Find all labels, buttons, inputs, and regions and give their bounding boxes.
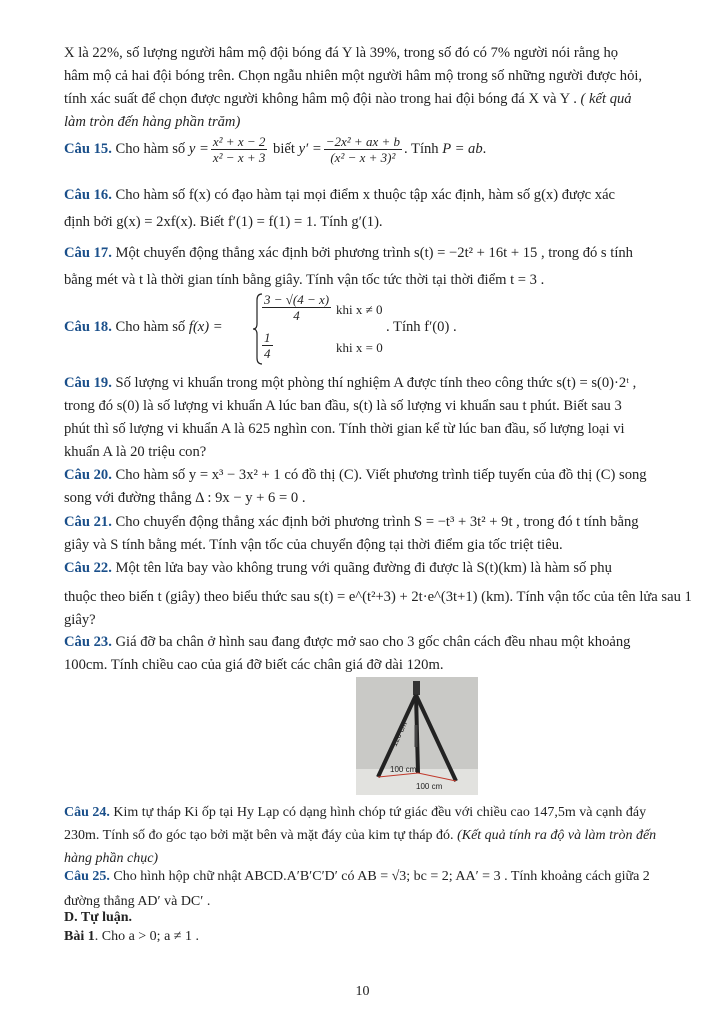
fraction xyxy=(324,134,402,165)
note: hàng phần chục) xyxy=(64,851,159,866)
question-23 xyxy=(64,631,700,677)
denominator: 4 xyxy=(293,308,300,323)
text: Cho chuyển động thẳng xác định bởi phương trình S = −t³ + 3t² + 9t , trong đó t tính bằng xyxy=(115,514,639,530)
text: . Tính f′(0) . xyxy=(386,319,457,335)
condition: khi x = 0 xyxy=(336,340,383,355)
question-16 xyxy=(64,184,700,234)
question-label: Câu 24. xyxy=(64,805,110,820)
numerator: 3 − √(4 − x) xyxy=(264,292,330,307)
text-line: giây? xyxy=(64,612,96,628)
question-label: Câu 15. xyxy=(64,141,112,157)
text-line: song với đường thẳng Δ : 9x − y + 6 = 0 . xyxy=(64,490,306,506)
section-heading: D. Tự luận. xyxy=(64,910,133,925)
text-line: trong đó s(0) là số lượng vi khuẩn A lúc ban đầu, s(t) là số lượng vi khuẩn sau t phút. Biết sau 3 xyxy=(64,398,622,414)
math-expr: P = ab xyxy=(442,141,483,157)
question-24 xyxy=(64,801,700,870)
question-label: Câu 22. xyxy=(64,560,112,576)
base-label: 100 cm xyxy=(390,765,417,774)
text-line xyxy=(64,88,700,111)
text-line: bằng mét và t là thời gian tính bằng giây. Tính vận tốc tức thời tại thời điểm t = 3 . xyxy=(64,272,545,288)
note: ( kết quả xyxy=(580,91,632,107)
note: làm tròn đến hàng phần trăm) xyxy=(64,114,241,130)
question-label: Câu 23. xyxy=(64,634,112,650)
text-line: 100cm. Tính chiều cao của giá đỡ biết các chân giá đỡ dài 120m. xyxy=(64,657,444,673)
text-line: thuộc theo biến t (giây) theo biểu thức sau s(t) = e^(t²+3) + 2t·e^(3t+1) (km). Tính vận tốc của tên lửa sau 1 xyxy=(64,589,692,605)
text: . Tính xyxy=(404,141,439,157)
text: Kim tự tháp Ki ốp tại Hy Lạp có dạng hình chóp tứ giác đều với chiều cao 147,5m và cạnh đáy xyxy=(113,805,647,820)
denominator: 4 xyxy=(264,346,271,361)
piecewise-case-2 xyxy=(260,330,275,361)
numerator: 1 xyxy=(264,330,271,345)
question-label: Câu 19. xyxy=(64,375,112,391)
numerator: x² + x − 2 xyxy=(212,134,266,150)
question-label: Câu 16. xyxy=(64,187,112,203)
question-label: Câu 21. xyxy=(64,514,112,530)
text-line: đường thẳng AD′ và DC′ . xyxy=(64,894,211,909)
question-14-continued xyxy=(64,42,700,134)
text-line-part: tính xác suất để chọn được người không hâm mộ đội nào trong hai đội bóng đá X và Y . xyxy=(64,91,577,107)
denominator: x² − x + 3 xyxy=(212,150,266,166)
question-25 xyxy=(64,865,700,913)
denominator: (x² − x + 3)² xyxy=(330,150,396,166)
essay-section xyxy=(64,909,700,947)
question-20 xyxy=(64,464,700,510)
math-y: y = xyxy=(188,141,209,157)
fraction xyxy=(211,134,267,165)
text: Một tên lửa bay vào không trung với quãng đường đi được là S(t)(km) là hàm số phụ xyxy=(115,560,612,576)
text: . Cho a > 0; a ≠ 1 . xyxy=(94,929,199,944)
text: Cho hàm số xyxy=(115,319,186,335)
fraction xyxy=(262,292,331,323)
text-line: định bởi g(x) = 2xf(x). Biết f′(1) = f(1) = 1. Tính g′(1). xyxy=(64,214,383,230)
text: Cho hàm số f(x) có đạo hàm tại mọi điểm x thuộc tập xác định, hàm số g(x) được xác xyxy=(115,187,616,203)
fraction xyxy=(262,330,273,361)
question-19 xyxy=(64,372,700,464)
question-label: Câu 20. xyxy=(64,467,112,483)
text-line: phút thì số lượng vi khuẩn A là 625 nghìn con. Tính thời gian kể từ lúc ban đầu, số lượng loại vi xyxy=(64,421,625,437)
question-21 xyxy=(64,511,700,557)
note: (Kết quả tính ra độ và làm tròn đến xyxy=(457,828,657,843)
text: Số lượng vi khuẩn trong một phòng thí nghiệm A được tính theo công thức s(t) = s(0)·2ᵗ , xyxy=(115,375,637,391)
page-number: 10 xyxy=(355,984,370,999)
question-15 xyxy=(64,134,700,165)
piecewise-case-1 xyxy=(260,292,333,323)
text: biết xyxy=(273,141,295,157)
text-line: X là 22%, số lượng người hâm mộ đội bóng đá Y là 39%, trong số đó có 7% người nói rằng họ xyxy=(64,45,619,61)
text: . xyxy=(482,141,487,157)
math-yprime: y′ = xyxy=(298,141,322,157)
tripod-head xyxy=(413,681,420,695)
question-22 xyxy=(64,557,700,632)
question-label: Câu 18. xyxy=(64,319,112,335)
base-label: 100 cm xyxy=(416,782,443,791)
question-17 xyxy=(64,242,700,292)
condition: khi x ≠ 0 xyxy=(336,302,383,317)
exercise-label: Bài 1 xyxy=(64,929,95,944)
numerator: −2x² + ax + b xyxy=(325,134,400,150)
text: 230m. Tính số đo góc tạo bởi mặt bên và mặt đáy của kim tự tháp đó. xyxy=(64,828,454,843)
math-fx: f(x) = xyxy=(188,319,223,335)
text: Cho hàm số xyxy=(115,141,186,157)
text: Giá đỡ ba chân ở hình sau đang được mở sao cho 3 gốc chân cách đều nhau một khoảng xyxy=(115,634,631,650)
text: Cho hàm số y = x³ − 3x² + 1 có đồ thị (C). Viết phương trình tiếp tuyến của đồ thị (C) song xyxy=(115,467,647,483)
text-line: hâm mộ cả hai đội bóng trên. Chọn ngẫu nhiên một người hâm mộ trong số những người được hỏi, xyxy=(64,68,643,84)
tripod-figure xyxy=(356,677,478,795)
text: Cho hình hộp chữ nhật ABCD.A′B′C′D′ có AB = √3; bc = 2; AA′ = 3 . Tính khoảng cách giữa 2 xyxy=(113,869,650,884)
text-line: khuẩn A là 20 triệu con? xyxy=(64,444,207,460)
text: Một chuyển động thẳng xác định bởi phương trình s(t) = −2t² + 16t + 15 , trong đó s tính xyxy=(115,245,633,261)
question-label: Câu 25. xyxy=(64,869,110,884)
text-line: giây và S tính bằng mét. Tính vận tốc của chuyển động tại thời điểm gia tốc triệt tiêu. xyxy=(64,537,563,553)
question-label: Câu 17. xyxy=(64,245,112,261)
question-18 xyxy=(64,290,700,368)
leg-label: 120 cm xyxy=(389,720,409,748)
